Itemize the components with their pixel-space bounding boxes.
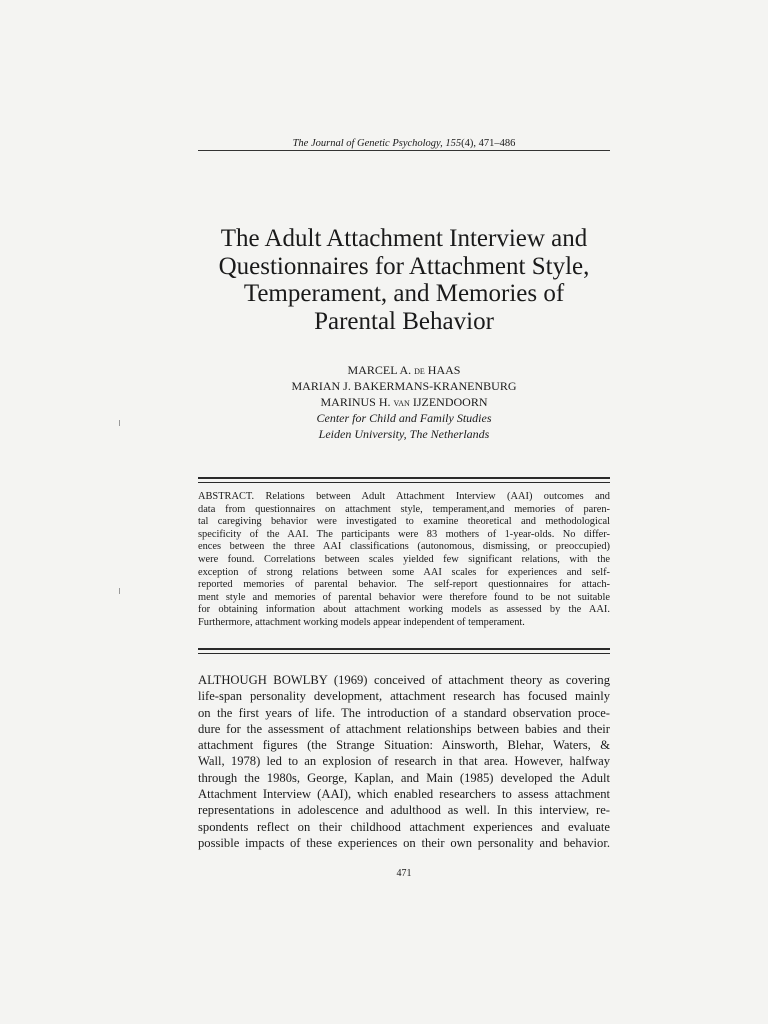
affiliation-university: Leiden University, The Netherlands: [318, 427, 490, 441]
abstract-rule-bottom: [198, 648, 610, 654]
scan-mark: [119, 420, 120, 426]
body-line: dure for the assessment of attachment relationships between babies and their: [198, 721, 610, 736]
journal-name: The Journal of Genetic Psychology,: [292, 138, 443, 149]
author-block: [198, 362, 610, 442]
body-line: possible impacts of these experiences on their own personality and behavior.: [198, 835, 610, 850]
header-rule: [198, 150, 610, 151]
abstract: [198, 491, 610, 630]
running-header: [198, 137, 610, 150]
body-line: representations in adolescence and adulthood as well. In this interview, re-: [198, 803, 610, 818]
body-line: through the 1980s, George, Kaplan, and Main (1985) developed the Adult: [198, 770, 610, 785]
journal-volume: 155: [445, 138, 462, 149]
article-title: [196, 225, 612, 335]
title-line: Parental Behavior: [314, 307, 494, 335]
affiliation-center: Center for Child and Family Studies: [316, 411, 492, 425]
body-line: spondents reflect on their childhood attachment experiences and evaluate: [198, 819, 610, 834]
abstract-line: specificity of the AAI. The participants were 83 mothers of 1-year-olds. No differ-: [198, 528, 610, 540]
abstract-line: were found. Correlations between scales yielded few significant relations, with the: [198, 553, 610, 565]
abstract-rule-top: [198, 477, 610, 483]
body-paragraph: [198, 672, 610, 851]
title-line: The Adult Attachment Interview and: [220, 225, 588, 252]
abstract-line: exception of strong relations between some AAI scales for experiences and self-: [198, 566, 610, 578]
abstract-line: reported memories of parental behavior. The self-report questionnaires for attach-: [198, 579, 610, 591]
author-name: MARIAN J. BAKERMANS-KRANENBURG: [291, 379, 517, 393]
page-number: 471: [396, 868, 412, 879]
title-line: Temperament, and Memories of: [243, 280, 565, 307]
scan-mark: [119, 588, 120, 594]
body-line: ALTHOUGH BOWLBY (1969) conceived of attachment theory as covering: [198, 673, 610, 687]
abstract-line: for obtaining information about attachment working models as assessed by the AAI.: [198, 604, 610, 616]
body-line: life-span personality development, attachment research has focused mainly: [198, 689, 610, 704]
abstract-line: Furthermore, attachment working models appear independent of temperament.: [198, 616, 525, 628]
body-line: attachment figures (the Strange Situation: Ainsworth, Blehar, Waters, &: [198, 738, 610, 753]
journal-issue-pages: (4), 471–486: [461, 138, 516, 149]
title-line: Questionnaires for Attachment Style,: [218, 252, 590, 280]
body-line: Attachment Interview (AAI), which enabled researchers to assess attachment: [198, 787, 610, 802]
author-name: MARCEL A. de HAAS: [347, 363, 461, 377]
body-line: on the first years of life. The introduction of a standard observation proce-: [198, 705, 610, 720]
abstract-line: ABSTRACT. Relations between Adult Attachment Interview (AAI) outcomes and: [198, 491, 610, 502]
abstract-line: tal caregiving behavior were investigated to examine theoretical and methodological: [198, 516, 610, 528]
abstract-line: data from questionnaires on attachment style, temperament,and memories of paren-: [198, 503, 610, 515]
abstract-line: ences between the three AAI classifications (autonomous, dismissing, or preoccupied): [198, 541, 610, 553]
author-name: MARINUS H. van IJZENDOORN: [320, 395, 488, 409]
body-line: Wall, 1978) led to an explosion of research in that area. However, halfway: [198, 754, 610, 769]
abstract-line: ment style and memories of parental behavior were therefore found to be not suitable: [198, 591, 610, 603]
